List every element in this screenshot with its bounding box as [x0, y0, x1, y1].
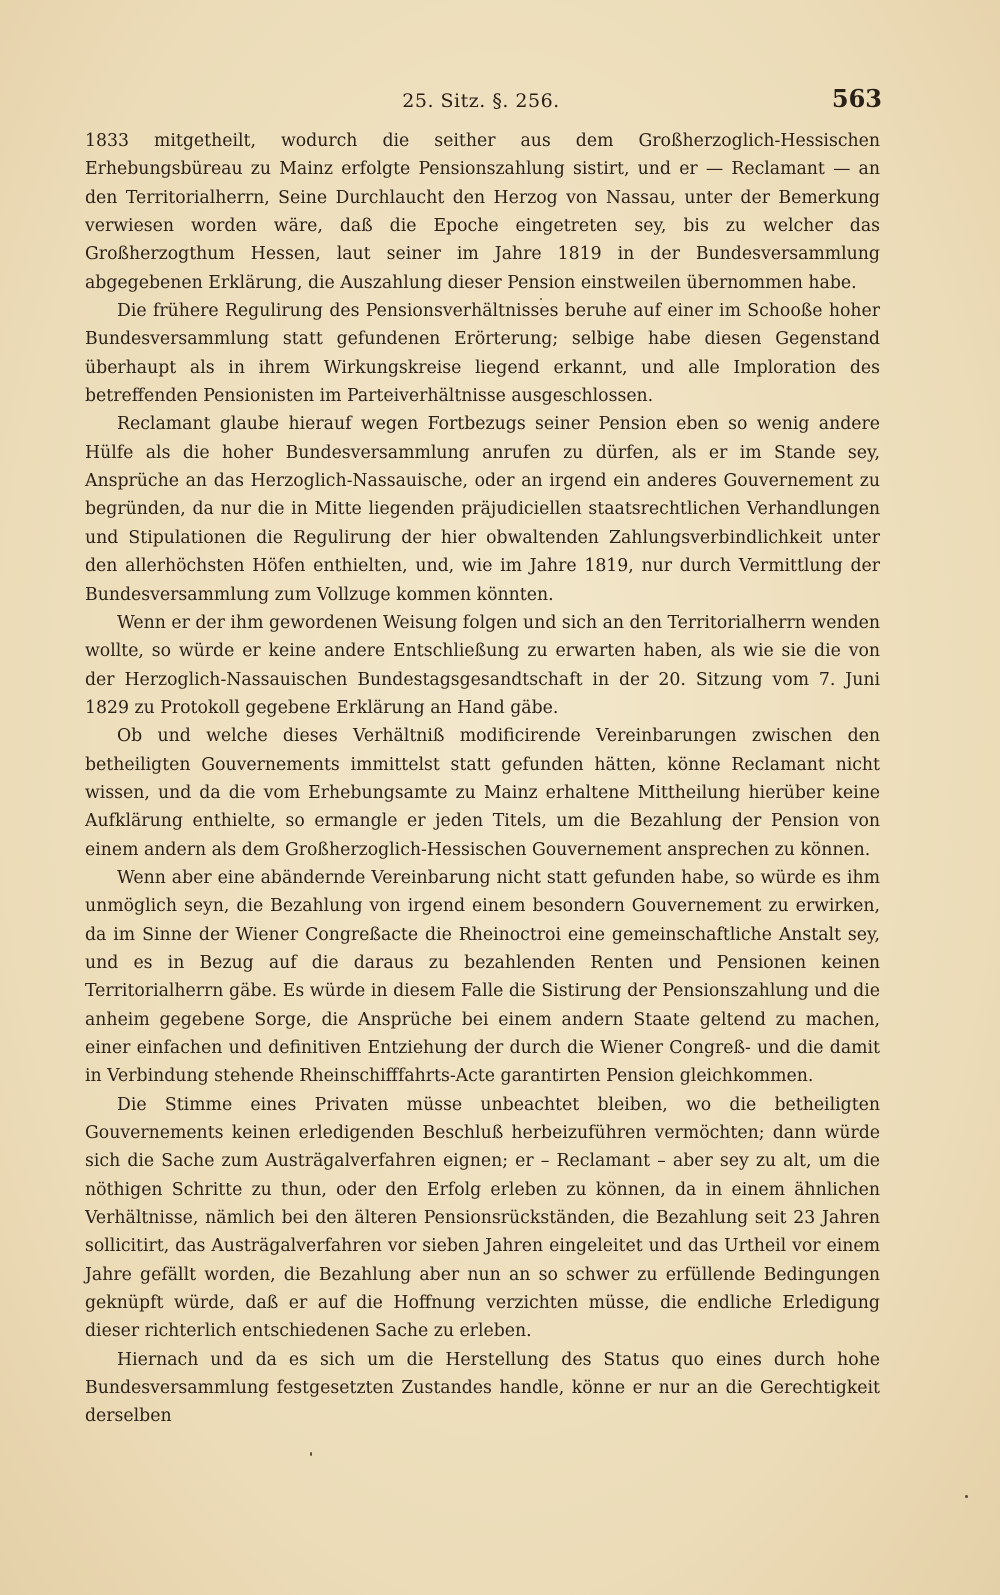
- paper-speck: [965, 1495, 968, 1498]
- running-head: 25. Sitz. §. 256.: [402, 90, 560, 112]
- page-header: [80, 84, 882, 120]
- paragraph: Wenn er der ihm gewordenen Weisung folgen und sich an den Territorialherrn wenden wollte, so würde er keine andere Entschließung zu erwarten haben, als wie sie die von der Herzoglich-Nassauischen Bundestagsgesandtschaft in der 20. Sitzung vom 7. Juni 1829 zu Protokoll gegebene Erklärung an Hand gäbe.: [85, 612, 880, 718]
- paragraph: Reclamant glaube hierauf wegen Fortbezugs seiner Pension eben so wenig andere Hülfe als die hoher Bundesversammlung anrufen zu dürfen, als er im Stande sey, Ansprüche an das Herzoglich-Nassauische, oder an irgend ein anderes Gouvernement zu begründen, da nur die in Mitte liegenden präjudiciellen staatsrechtlichen Verhandlungen und Stipulationen die Regulirung der hier obwaltenden Zahlungsverbindlichkeit unter den allerhöchsten Höfen enthielten, und, wie im Jahre 1819, nur durch Vermittlung der Bundesversammlung zum Vollzuge kommen könnten.: [85, 414, 880, 605]
- paragraph: Die frühere Regulirung des Pensionsverhältnisses beruhe auf einer im Schooße hoher Bundesversammlung statt gefundenen Erörterung; selbige habe diesen Gegenstand überhaupt als in ihrem Wirkungskreise liegend erkannt, und alle Imploration des betreffenden Pensionisten im Parteiverhältnisse ausgeschlossen.: [85, 301, 880, 407]
- page-number: 563: [831, 84, 882, 113]
- paragraph: Ob und welche dieses Verhältniß modificirende Vereinbarungen zwischen den betheiligten Gouvernements immittelst statt gefunden hätten, könne Reclamant nicht wissen, und da die vom Erhebungsamte zu Mainz erhaltene Mittheilung hierüber keine Aufklärung enthielte, so ermangle er jeden Titels, um die Bezahlung der Pension von einem andern als dem Großherzoglich-Hessischen Gouvernement ansprechen zu können.: [85, 726, 880, 860]
- paragraph: Hiernach und da es sich um die Herstellung des Status quo eines durch hohe Bundesversammlung festgesetzten Zustandes handle, könne er nur an die Gerechtigkeit derselben: [85, 1349, 880, 1427]
- paper-speck: [310, 1452, 312, 1456]
- paragraph: 1833 mitgetheilt, wodurch die seither aus dem Großherzoglich-Hessischen Erhebungsbüreau zu Mainz erfolgte Pensionszahlung sistirt, und er — Reclamant — an den Territorialherrn, Seine Durchlaucht den Herzog von Nassau, unter der Bemerkung verwiesen worden wäre, daß die Epoche eingetreten sey, bis zu welcher das Großherzogthum Hessen, laut seiner im Jahre 1819 in der Bundesversammlung abgegebenen Erklärung, die Auszahlung dieser Pension einstweilen übernommen habe.: [85, 131, 880, 293]
- paragraph: Die Stimme eines Privaten müsse unbeachtet bleiben, wo die betheiligten Gouvernements keinen erledigenden Beschluß herbeizuführen vermöchten; dann würde sich die Sache zum Austrägalverfahren eignen; er – Reclamant – aber sey zu alt, um die nöthigen Schritte zu thun, oder den Erfolg erleben zu können, da in einem ähnlichen Verhältnisse, nämlich bei den älteren Pensionsrückständen, die Bezahlung seit 23 Jahren sollicitirt, das Austrägalverfahren vor sieben Jahren eingeleitet und das Urtheil vor einem Jahre gefällt worden, die Bezahlung aber nun an so schwer zu erfüllende Bedingungen geknüpft würde, daß er auf die Hoffnung verzichten müsse, die endliche Erledigung dieser richterlich entschiedenen Sache zu erleben.: [85, 1094, 880, 1342]
- paper-speck: [540, 298, 542, 300]
- body-text: [85, 127, 880, 1431]
- paragraph: Wenn aber eine abändernde Vereinbarung nicht statt gefunden habe, so würde es ihm unmöglich seyn, die Bezahlung von irgend einem besondern Gouvernement zu erwirken, da im Sinne der Wiener Congreßacte die Rheinoctroi eine gemeinschaftliche Anstalt sey, und es in Bezug auf die daraus zu bezahlenden Renten und Pensionen keinen Territorialherrn gäbe. Es würde in diesem Falle die Sistirung der Pensionszahlung und die anheim gegebene Sorge, die Ansprüche bei einem andern Staate geltend zu machen, einer einfachen und definitiven Entziehung der durch die Wiener Congreß- und die damit in Verbindung stehende Rheinschifffahrts-Acte garantirten Pension gleichkommen.: [85, 867, 880, 1087]
